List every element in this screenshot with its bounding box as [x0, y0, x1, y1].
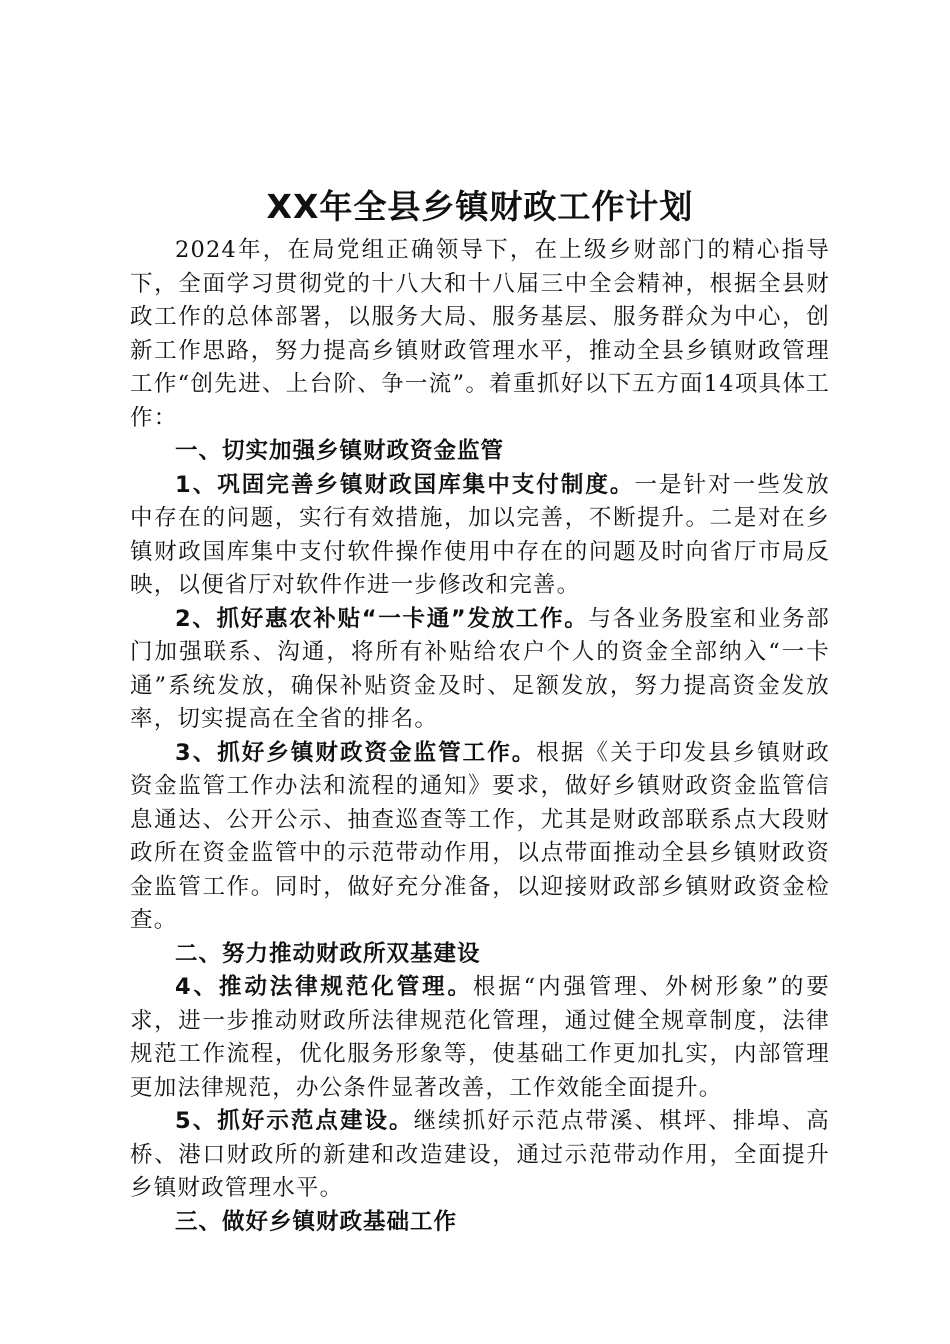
section-heading-3: 三、做好乡镇财政基础工作 [175, 1208, 458, 1235]
item-paragraph-2 [130, 603, 830, 737]
item-paragraph-4 [130, 971, 830, 1105]
document-page [130, 182, 830, 1239]
section-heading-2: 二、努力推动财政所双基建设 [175, 940, 481, 967]
item-lead-4: 4、推动法律规范化管理。 [175, 974, 473, 1000]
item-text-5: 继续抓好示范点带溪、棋坪、排埠、高桥、港口财政所的新建和改造建设，通过示范带动作用，全面提升乡镇财政管理水平。 [130, 1108, 830, 1201]
item-text-2: 与各业务股室和业务部门加强联系、沟通，将所有补贴给农户个人的资金全部纳入“一卡通”系统发放，确保补贴资金及时、足额发放，努力提高资金发放率，切实提高在全省的排名。 [130, 605, 830, 732]
item-lead-3: 3、抓好乡镇财政资金监管工作。 [175, 739, 537, 766]
item-lead-2: 2、抓好惠农补贴“一卡通”发放工作。 [175, 605, 589, 632]
item-lead-1: 1、巩固完善乡镇财政国库集中支付制度。 [175, 471, 635, 498]
item-text-4: 根据“内强管理、外树形象”的要求，进一步推动财政所法律规范化管理，通过健全规章制度，法律规范工作流程，优化服务形象等，使基础工作更加扎实，内部管理更加法律规范，办公条件显著改善，工作效能全面提升。 [130, 974, 830, 1101]
intro-paragraph: 2024年，在局党组正确领导下，在上级乡财部门的精心指导下，全面学习贯彻党的十八大和十八届三中全会精神，根据全县财政工作的总体部署，以服务大局、服务基层、服务群众为中心，创新工作思路，努力提高乡镇财政管理水平，推动全县乡镇财政管理工作“创先进、上台阶、争一流”。着重抓好以下五方面14项具体工作： [130, 237, 830, 431]
document-title: XX年全县乡镇财政工作计划 [266, 187, 694, 226]
item-paragraph-3 [130, 737, 830, 938]
item-paragraph-5 [130, 1105, 830, 1206]
item-text-3: 根据《关于印发县乡镇财政资金监管工作办法和流程的通知》要求，做好乡镇财政资金监管信息通达、公开公示、抽查巡查等工作，尤其是财政部联系点大段财政所在资金监管中的示范带动作用，以点带面推动全县乡镇财政资金监管工作。同时，做好充分准备，以迎接财政部乡镇财政资金检查。 [130, 739, 830, 933]
section-heading-1: 一、切实加强乡镇财政资金监管 [175, 438, 505, 464]
item-lead-5: 5、抓好示范点建设。 [175, 1108, 414, 1134]
item-text-1: 一是针对一些发放中存在的问题，实行有效措施，加以完善，不断提升。二是对在乡镇财政国库集中支付软件操作使用中存在的问题及时向省厅市局反映，以便省厅对软件作进一步修改和完善。 [130, 471, 830, 598]
item-paragraph-1 [130, 469, 830, 603]
